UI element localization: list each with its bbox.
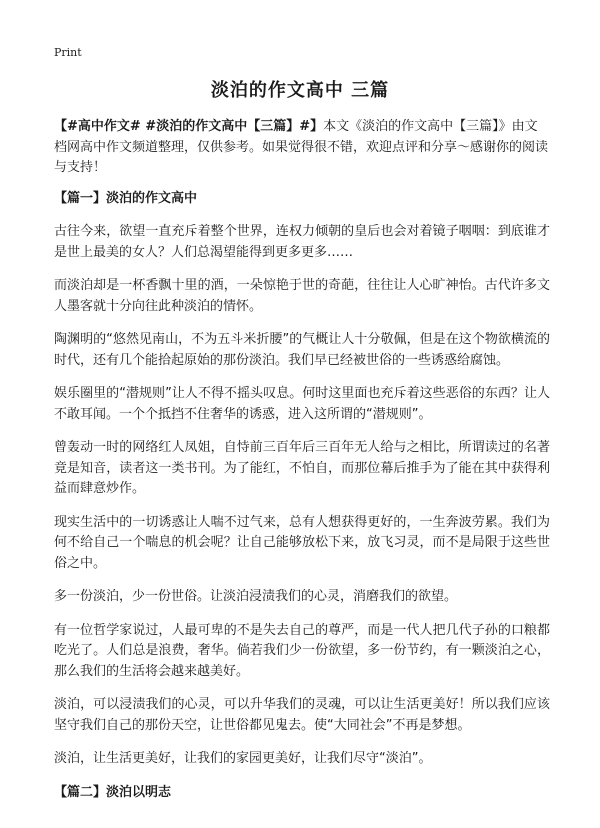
paragraph: 娱乐圈里的“潜规则”让人不得不摇头叹息。何时这里面也充斥着这些恶俗的东西？让人不敢耳闻。一个个抵挡不住奢华的诱惑，进入这所谓的“潜规则”。 — [54, 386, 550, 422]
intro-paragraph — [54, 117, 550, 179]
paragraph: 古往今来，欲望一直充斥着整个世界，连权力倾朝的皇后也会对着镜子咽咽：到底谁才是世上最美的女人？人们总渴望能得到更多更多…… — [54, 224, 550, 260]
document-title: 淡泊的作文高中 三篇 — [210, 80, 390, 101]
section-heading-2: 【篇二】淡泊以明志 — [54, 784, 172, 800]
document-body — [54, 117, 550, 816]
paragraph: 多一份淡泊，少一份世俗。让淡泊浸渍我们的心灵，消磨我们的欲望。 — [54, 589, 458, 604]
paragraph: 有一位哲学家说过，人最可卑的不是失去自己的尊严，而是一代人把几代子孙的口粮都吃光了。人们总是浪费，奢华。倘若我们少一份欲望，多一份节约，有一颗淡泊之心，那么我们的生活将会越来越美好。 — [54, 622, 550, 679]
paragraph: 现实生活中的一切诱惑让人喘不过气来，总有人想获得更好的，一生奔波劳累。我们为何不给自己一个喘息的机会呢？让自己能够放松下来，放飞习灵，而不是局限于这些世俗之中。 — [54, 514, 550, 571]
intro-tag: 【#高中作文# #淡泊的作文高中【三篇】#】 — [54, 119, 324, 134]
paragraph: 淡泊，让生活更美好，让我们的家园更美好，让我们尽守“淡泊”。 — [54, 751, 432, 766]
paragraph: 陶渊明的“悠然见南山，不为五斗米折腰”的气概让人十分敬佩，但是在这个物欲横流的时代，还有几个能拾起原始的那份淡泊。我们早已经被世俗的一些诱惑给腐蚀。 — [54, 332, 550, 368]
paragraph: 淡泊，可以浸渍我们的心灵，可以升华我们的灵魂，可以让生活更美好！所以我们应该坚守我们自己的那份天空，让世俗都见鬼去。使“大同社会”不再是梦想。 — [54, 697, 550, 733]
paragraph: 曾轰动一时的网络红人凤姐，自恃前三百年后三百年无人给与之相比，所谓读过的名著竟是知音，读者这一类书刊。为了能红，不怕自，而那位幕后推手为了能在其中获得利益而肆意炒作。 — [54, 440, 550, 496]
paragraph: 而淡泊却是一杯香飘十里的酒，一朵惊艳于世的奇葩，往往让人心旷神怡。古代许多文人墨客就十分向往此种淡泊的情怀。 — [54, 278, 550, 314]
intro-text: 本文《淡泊的作文高中【三篇】》由文档网高中作文频道整理，仅供参考。如果觉得很不错，欢迎点评和分享～感谢你的阅读与支持！ — [54, 119, 549, 175]
section-heading-1: 【篇一】淡泊的作文高中 — [54, 190, 198, 206]
print-label: Print — [54, 46, 82, 59]
